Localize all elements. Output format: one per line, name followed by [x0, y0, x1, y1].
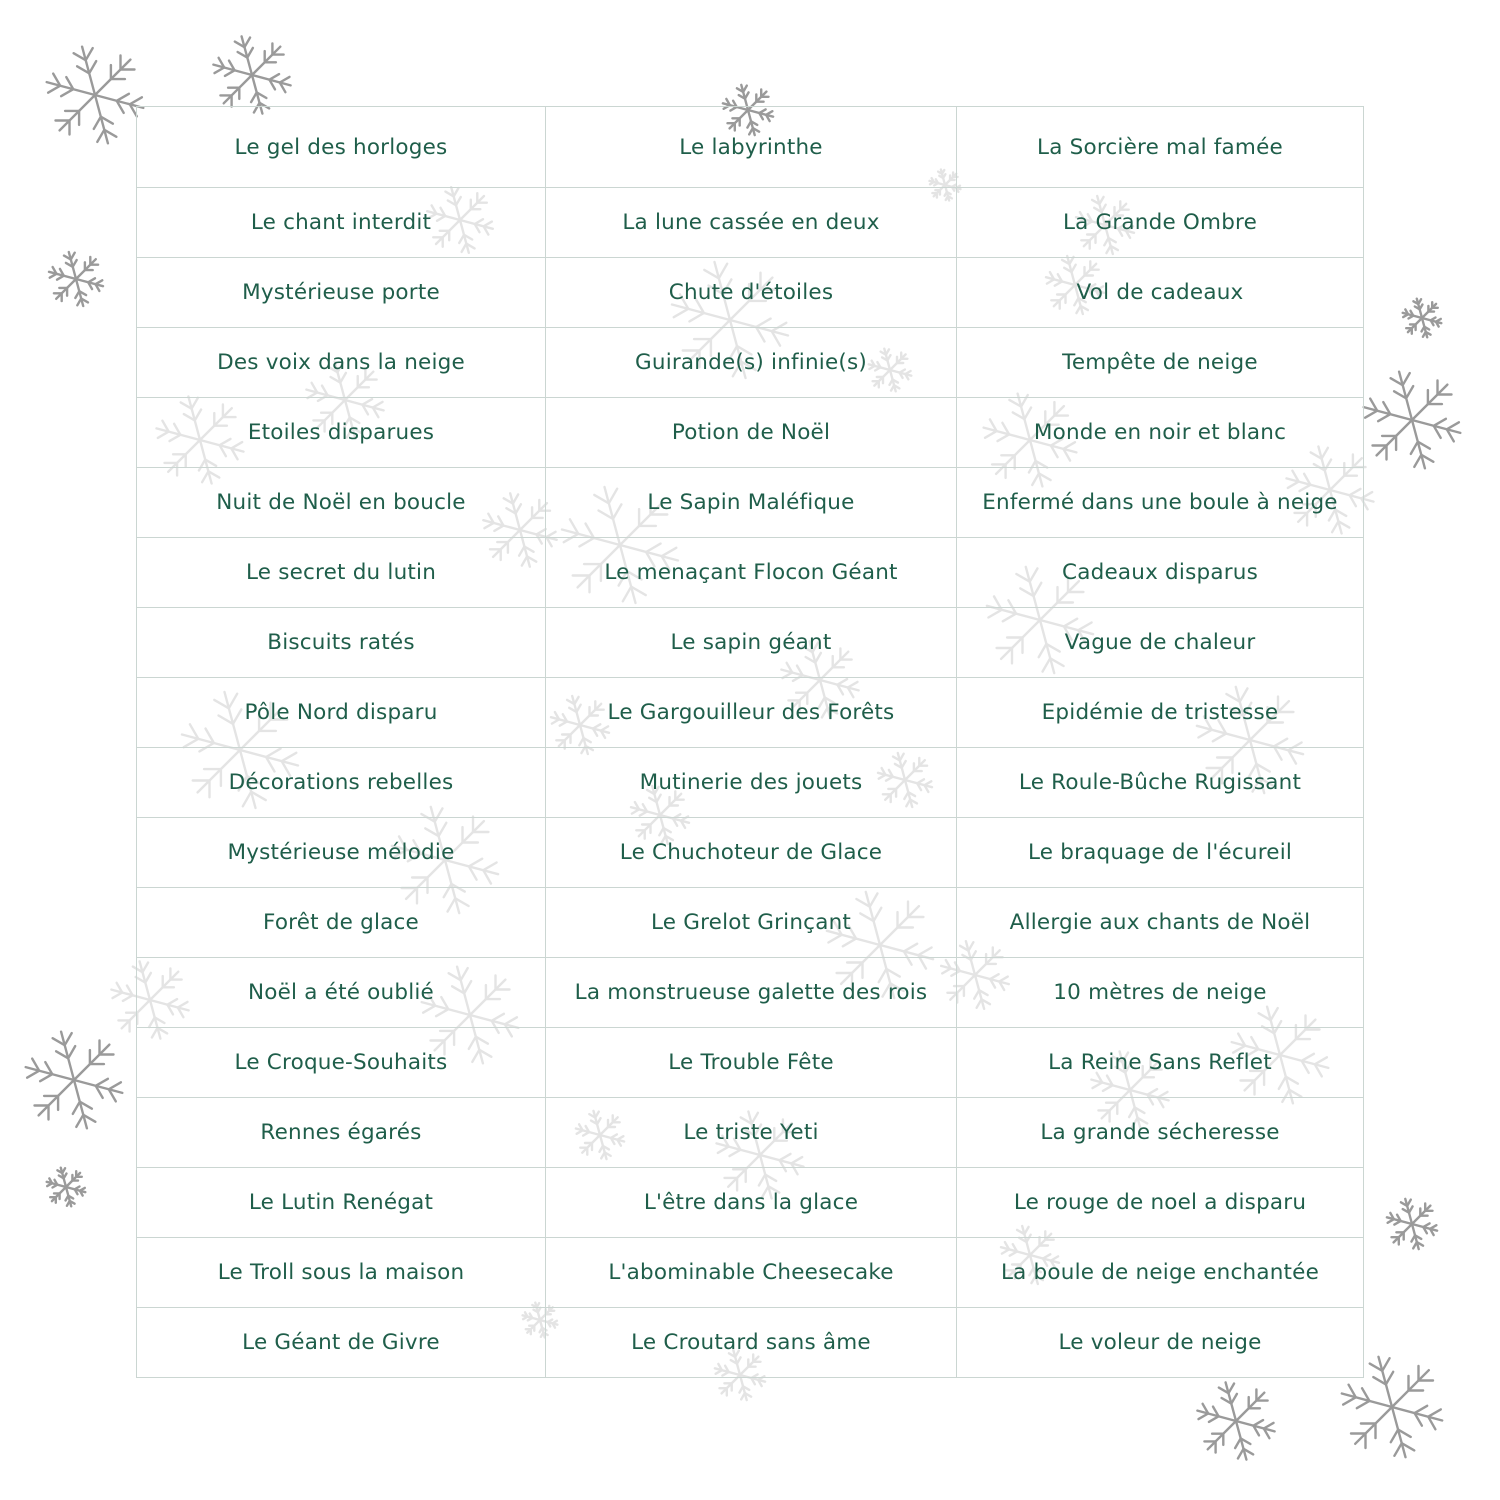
table-cell: Biscuits ratés — [137, 608, 546, 678]
table-cell: Le secret du lutin — [137, 538, 546, 608]
table-cell: Monde en noir et blanc — [957, 398, 1364, 468]
snowflake-icon — [1364, 372, 1461, 469]
table-cell: Allergie aux chants de Noël — [957, 888, 1364, 958]
table-cell: Le menaçant Flocon Géant — [546, 538, 957, 608]
table-cell: La Sorcière mal famée — [957, 107, 1364, 188]
table-cell: Le Troll sous la maison — [137, 1238, 546, 1308]
table-cell: Epidémie de tristesse — [957, 678, 1364, 748]
table-cell: Le Croque-Souhaits — [137, 1028, 546, 1098]
table-row — [137, 107, 1364, 188]
snowflake-icon — [47, 1168, 86, 1207]
table-cell: Le Roule-Bûche Rugissant — [957, 748, 1364, 818]
table-cell: Le voleur de neige — [957, 1308, 1364, 1378]
table-cell: Noël a été oublié — [137, 958, 546, 1028]
table-cell: Cadeaux disparus — [957, 538, 1364, 608]
table-cell: Nuit de Noël en boucle — [137, 468, 546, 538]
table-cell: Mutinerie des jouets — [546, 748, 957, 818]
table-row — [137, 258, 1364, 328]
table-cell: Le braquage de l'écureil — [957, 818, 1364, 888]
table-cell: La Grande Ombre — [957, 188, 1364, 258]
table-row — [137, 538, 1364, 608]
table-cell: Rennes égarés — [137, 1098, 546, 1168]
snowflake-icon — [47, 47, 144, 144]
table-cell: Guirande(s) infinie(s) — [546, 328, 957, 398]
table-row — [137, 188, 1364, 258]
snowflake-icon — [1197, 1382, 1274, 1459]
table-cell: Le Croutard sans âme — [546, 1308, 957, 1378]
table-row — [137, 468, 1364, 538]
table-cell: Le Lutin Renégat — [137, 1168, 546, 1238]
table-cell: Le labyrinthe — [546, 107, 957, 188]
table-cell: Le gel des horloges — [137, 107, 546, 188]
table-cell: Potion de Noël — [546, 398, 957, 468]
table-row — [137, 1028, 1364, 1098]
snowflake-icon — [26, 1032, 123, 1129]
ideas-table — [136, 106, 1364, 1378]
table-cell: Chute d'étoiles — [546, 258, 957, 328]
table-cell: Forêt de glace — [137, 888, 546, 958]
table-cell: Mystérieuse porte — [137, 258, 546, 328]
table-cell: Décorations rebelles — [137, 748, 546, 818]
snowflake-icon — [1387, 1199, 1437, 1249]
table-cell: L'abominable Cheesecake — [546, 1238, 957, 1308]
table-cell: Le Géant de Givre — [137, 1308, 546, 1378]
ideas-grid — [136, 106, 1363, 1378]
table-row — [137, 608, 1364, 678]
table-cell: Le Sapin Maléfique — [546, 468, 957, 538]
table-cell: Le Grelot Grinçant — [546, 888, 957, 958]
table-cell: La grande sécheresse — [957, 1098, 1364, 1168]
table-cell: Enfermé dans une boule à neige — [957, 468, 1364, 538]
table-cell: Des voix dans la neige — [137, 328, 546, 398]
table-row — [137, 888, 1364, 958]
table-row — [137, 958, 1364, 1028]
table-row — [137, 1238, 1364, 1308]
table-cell: Le rouge de noel a disparu — [957, 1168, 1364, 1238]
ideas-table-body — [137, 107, 1364, 1378]
table-cell: Mystérieuse mélodie — [137, 818, 546, 888]
table-cell: Vague de chaleur — [957, 608, 1364, 678]
table-row — [137, 328, 1364, 398]
table-cell: Le Chuchoteur de Glace — [546, 818, 957, 888]
snowflake-icon — [213, 36, 290, 113]
table-cell: Le Trouble Fête — [546, 1028, 957, 1098]
snowflake-icon — [49, 252, 103, 306]
table-cell: Pôle Nord disparu — [137, 678, 546, 748]
table-cell: La Reine Sans Reflet — [957, 1028, 1364, 1098]
table-cell: 10 mètres de neige — [957, 958, 1364, 1028]
table-row — [137, 1168, 1364, 1238]
table-row — [137, 818, 1364, 888]
table-cell: Tempête de neige — [957, 328, 1364, 398]
table-row — [137, 398, 1364, 468]
table-cell: La monstrueuse galette des rois — [546, 958, 957, 1028]
table-row — [137, 678, 1364, 748]
table-cell: Etoiles disparues — [137, 398, 546, 468]
table-row — [137, 748, 1364, 818]
table-row — [137, 1098, 1364, 1168]
snowflake-icon — [1403, 299, 1442, 338]
table-cell: La lune cassée en deux — [546, 188, 957, 258]
table-cell: La boule de neige enchantée — [957, 1238, 1364, 1308]
table-cell: Le Gargouilleur des Forêts — [546, 678, 957, 748]
table-cell: Vol de cadeaux — [957, 258, 1364, 328]
table-row — [137, 1308, 1364, 1378]
table-cell: Le triste Yeti — [546, 1098, 957, 1168]
table-cell: Le chant interdit — [137, 188, 546, 258]
table-cell: L'être dans la glace — [546, 1168, 957, 1238]
table-cell: Le sapin géant — [546, 608, 957, 678]
